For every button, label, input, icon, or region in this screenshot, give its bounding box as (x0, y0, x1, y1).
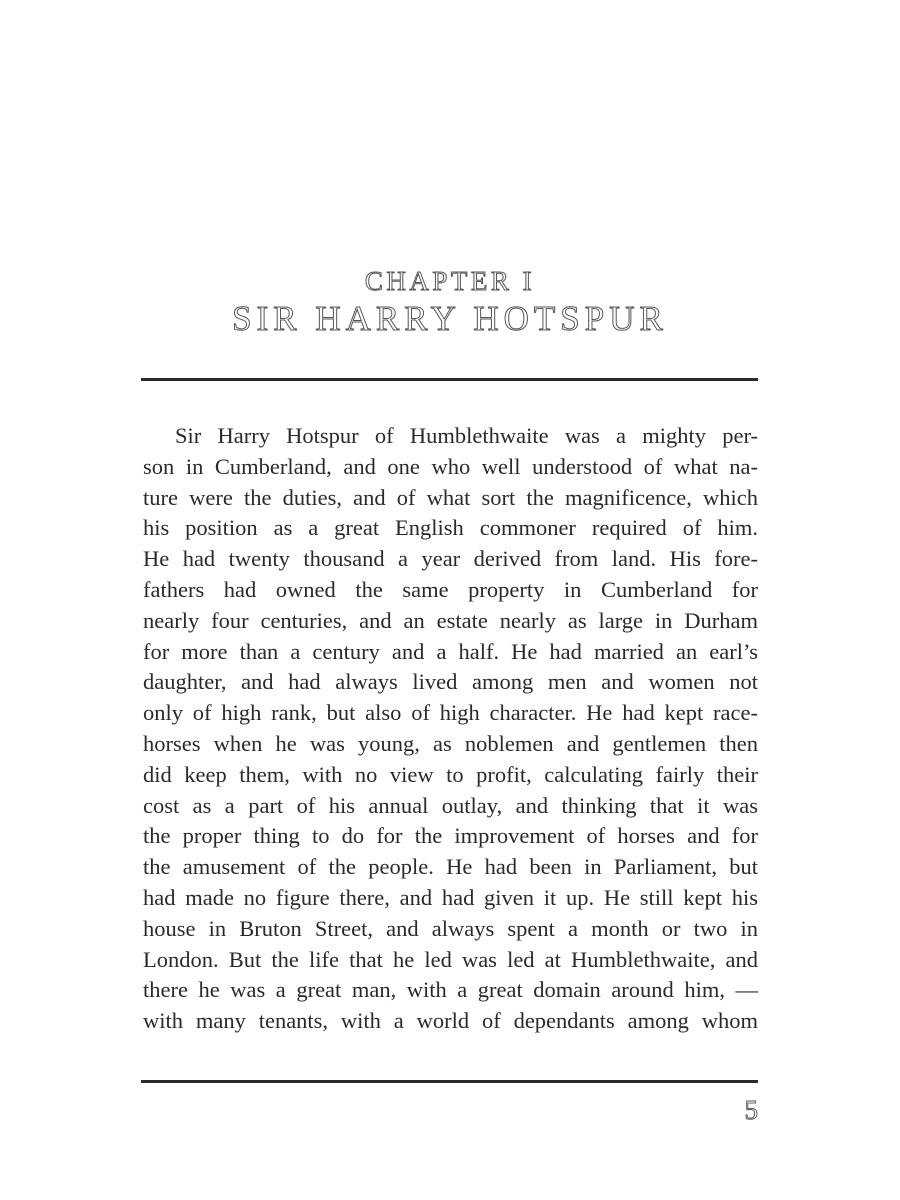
text-line: did keep them, with no view to profit, calculating fairly their (143, 761, 758, 787)
text-line: He had twenty thousand a year derived from land. His fore- (143, 546, 758, 572)
text-line: for more than a century and a half. He had married an earl’s (143, 638, 758, 664)
text-line: daughter, and had always lived among men and women not (143, 669, 758, 695)
text-line: had made no figure there, and had given it up. He still kept his (143, 884, 758, 910)
text-line: horses when he was young, as noblemen and gentlemen then (143, 730, 758, 756)
bottom-rule-divider (141, 1080, 758, 1083)
text-line: fathers had owned the same property in Cumberland for (143, 576, 758, 602)
text-line: his position as a great English commoner required of him. (143, 515, 758, 541)
chapter-number: CHAPTER I (364, 266, 536, 296)
text-line: with many tenants, with a world of dependants among whom (143, 1008, 758, 1034)
text-line: London. But the life that he led was led at Humblethwaite, and (143, 946, 758, 972)
top-rule-divider (141, 378, 758, 381)
text-line: there he was a great man, with a great domain around him, — (143, 977, 758, 1003)
text-line: the amusement of the people. He had been in Parliament, but (143, 854, 758, 880)
page-number: 5 (744, 1095, 758, 1125)
text-line: only of high rank, but also of high character. He had kept race- (143, 700, 758, 726)
text-line: the proper thing to do for the improvement of horses and for (143, 823, 758, 849)
chapter-body-paragraph (143, 421, 758, 1037)
text-line: son in Cumberland, and one who well understood of what na- (143, 453, 758, 479)
text-line: Sir Harry Hotspur of Humblethwaite was a mighty per- (175, 423, 758, 448)
chapter-title: SIR HARRY HOTSPUR (232, 299, 668, 338)
text-line: ture were the duties, and of what sort the magnificence, which (143, 484, 758, 510)
text-line: nearly four centuries, and an estate nearly as large in Durham (143, 607, 758, 633)
text-line: cost as a part of his annual outlay, and thinking that it was (143, 792, 758, 818)
text-line: house in Bruton Street, and always spent a month or two in (143, 915, 758, 941)
